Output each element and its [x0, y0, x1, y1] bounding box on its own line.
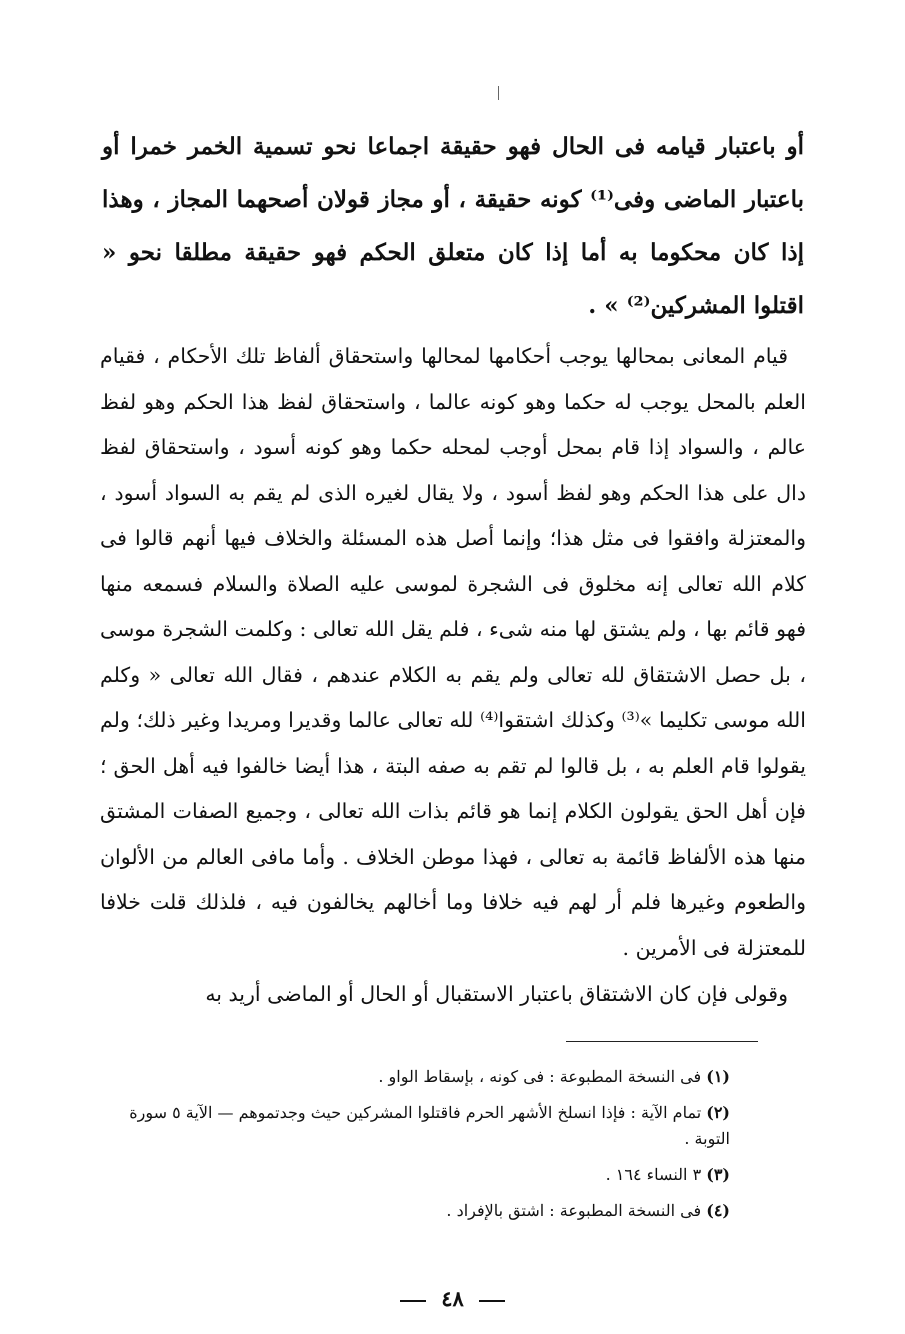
page-number-dash-left	[400, 1300, 426, 1302]
continuation-line: وقولى فإن كان الاشتقاق باعتبار الاستقبال أو الحال أو الماضى أريد به	[205, 982, 788, 1006]
footnote-divider	[566, 1041, 758, 1042]
footnote-3	[118, 1162, 730, 1188]
footnote-number: (١)	[706, 1067, 730, 1086]
page-number	[0, 1286, 905, 1311]
bold-paragraph: أو باعتبار قيامه فى الحال فهو حقيقة اجماعا نحو تسمية الخمر خمرا أو باعتبار الماضى وفى⁽¹⁾ كونه حقيقة ، أو مجاز قولان أصحهما المجاز ، وهذا إذا كان محكوما به أما إذا كان متعلق الحكم فهو حقيقة مطلقا نحو « اقتلوا المشركين⁽²⁾ » .	[102, 133, 804, 319]
footnotes	[118, 1064, 730, 1234]
page-number-dash-right	[479, 1300, 505, 1302]
scan-mark	[498, 86, 499, 100]
footnote-text: فى النسخة المطبوعة : فى كونه ، بإسقاط الواو .	[378, 1067, 702, 1086]
footnote-text: تمام الآية : فإذا انسلخ الأشهر الحرم فاقتلوا المشركين حيث وجدتموهم — الآية ٥ سورة التوبة .	[129, 1103, 730, 1148]
footnote-number: (٣)	[706, 1165, 730, 1184]
footnote-4	[118, 1198, 730, 1224]
footnote-number: (٤)	[706, 1201, 730, 1220]
footnote-text: ٣ النساء ١٦٤ .	[605, 1165, 702, 1184]
footnote-1	[118, 1064, 730, 1090]
footnote-text: فى النسخة المطبوعة : اشتق بالإفراد .	[446, 1201, 702, 1220]
footnote-number: (٢)	[706, 1103, 730, 1122]
main-paragraph	[100, 334, 806, 971]
main-paragraph-text: قيام المعانى بمحالها يوجب أحكامها لمحالها واستحقاق ألفاظ تلك الأحكام ، فقيام العلم بالمحل يوجب له حكما وهو كونه عالما ، واستحقاق لفظ هذا الحكم وهو لفظ عالم ، والسواد إذا قام بمحل أوجب لمحله حكما وهو كونه أسود ، واستحقاق لفظ دال على هذا الحكم وهو لفظ أسود ، ولا يقال لغيره الذى لم يقم به السواد أسود ، والمعتزلة وافقوا فى مثل هذا؛ وإنما أصل هذه المسئلة والخلاف فيها أنهم قالوا فى كلام الله تعالى إنه مخلوق فى الشجرة لموسى عليه الصلاة والسلام فسمعه منها فهو قائم بها ، ولم يشتق لها منه شىء ، فلم يقل الله تعالى : وكلمت الشجرة موسى ، بل حصل الاشتقاق لله تعالى ولم يقم به الكلام عندهم ، فقال الله تعالى « وكلم الله موسى تكليما »⁽³⁾ وكذلك اشتقوا⁽⁴⁾ لله تعالى عالما وقديرا ومريدا وغير ذلك؛ ولم يقولوا قام العلم به ، بل قالوا لم تقم به صفه البتة ، هذا أيضا خالفوا فيه أهل الحق ؛ فإن أهل الحق يقولون الكلام إنما هو قائم بذات الله تعالى ، وجميع الصفات المشتق منها هذه الألفاظ قائمة به تعالى ، فهذا موطن الخلاف . وأما مافى العالم من الألوان والطعوم وغيرها فلم أر لهم فيه خلافا وما أخالهم يخالفون فيه ، فلذلك قلت خلافا للمعتزلة فى الأمرين .	[100, 344, 806, 960]
footnote-2	[118, 1100, 730, 1152]
page-number-value: ٤٨	[441, 1286, 464, 1311]
